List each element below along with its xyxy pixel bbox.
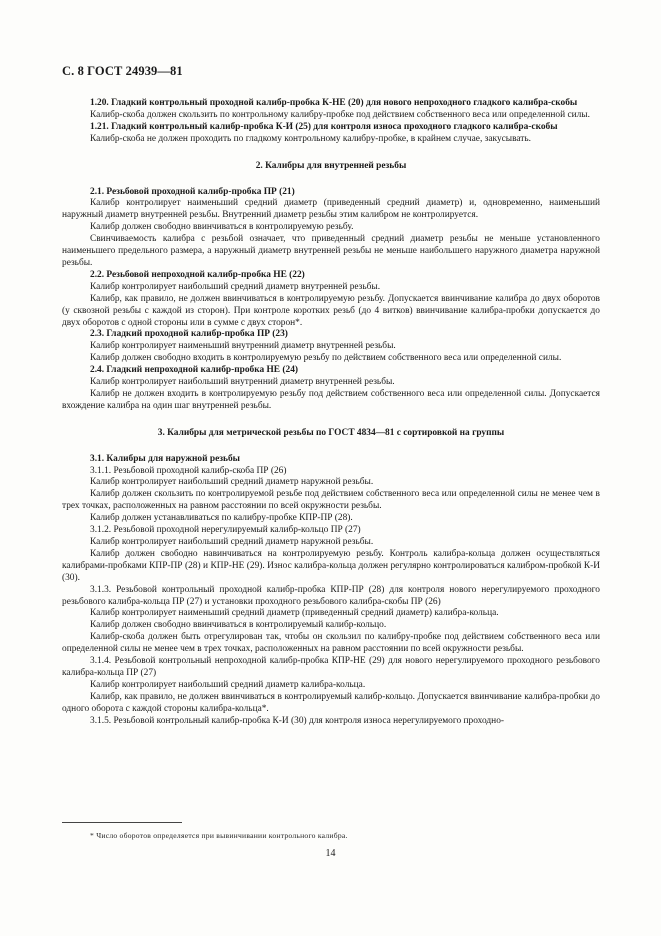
paragraph: Калибр контролирует наименьший средний диаметр (приведенный средний диаметр) калибра-кольца. (90, 608, 499, 619)
paragraph: Свинчиваемость калибра с резьбой означает, что приведенный средний диаметр резьбы не меньше установленного наименьшего предельного размера, а наружный диаметр внутренней резьбы не меньше наибольшего наружного диаметра наружной резьбы. (62, 234, 600, 268)
footnote-rule (62, 822, 182, 823)
paragraph: 3.1.2. Резьбовой проходной нерегулируемый калибр-кольцо ПР (27) (90, 525, 361, 536)
paragraph: Калибр должен свободно навинчиваться на контролируемую резьбу. Контроль калибра-кольца должен осуществляться калибрами-пробками КПР-ПР (28) и КПР-НЕ (29). Износ калибра-кольца должен регулярно контролироваться калибром-пробкой К-И (30). (62, 548, 600, 583)
paragraph: Калибр должен свободно входить в контролируемую резьбу по действием собственного веса или определенной силы. (90, 353, 562, 364)
page-number: 14 (325, 848, 336, 859)
paragraph: Калибр контролирует наибольший средний диаметр калибра-кольца. (90, 679, 366, 690)
paragraph-heading: 2.1. Резьбовой проходной калибр-пробка ПР (21) (90, 186, 295, 197)
paragraph-heading: 1.21. Гладкий контрольный калибр-пробка К-И (25) для контроля износа проходного гладкого калибра-скобы (90, 121, 558, 132)
paragraph: Калибр-скоба должен скользить по контрольному калибру-пробке под действием собственного веса или определенной силы. (90, 109, 590, 120)
paragraph: Калибр должен свободно ввинчиваться в контролируемый калибр-кольцо. (90, 620, 387, 631)
paragraph: 3.1.3. Резьбовой контрольный проходной калибр-пробка КПР-ПР (28) для контроля нового нерегулируемого проходного резьбового калибра-кольца ПР (27) и установки проходного резьбового калибра-скобы ПР (26) (62, 584, 600, 607)
paragraph: Калибр должен свободно ввинчиваться в контролируемую резьбу. (90, 222, 354, 233)
paragraph: 3.1.4. Резьбовой контрольный непроходной калибр-пробка КПР-НЕ (29) для нового нерегулируемого проходного резьбового калибра-кольца ПР (27) (62, 656, 600, 678)
paragraph: 3.1.1. Резьбовой проходной калибр-скоба ПР (26) (90, 465, 287, 476)
footnote: * Число оборотов определяется при вывинчивании контрольного калибра. (90, 831, 348, 840)
paragraph-heading: 2.2. Резьбовой непроходной калибр-пробка НЕ (22) (90, 269, 305, 280)
paragraph: Калибр контролирует наибольший средний диаметр внутренней резьбы. (90, 281, 381, 292)
paragraph: Калибр, как правило, не должен ввинчиваться в контролируемую резьбу. Допускается ввинчивание калибра до двух оборотов (у сквозной резьбы с каждой из сторон). При контроле коротких резьб (до 4 витков) ввинчивание калибра-пробки допускается до двух оборотов с одной стороны или в сумме с двух сторон*. (62, 293, 600, 328)
section-title: 2. Калибры для внутренней резьбы (255, 160, 407, 171)
paragraph: 3.1.5. Резьбовой контрольный калибр-пробка К-И (30) для контроля износа нерегулируемого проходно- (90, 715, 505, 726)
document-body (62, 98, 600, 728)
paragraph: Калибр должен скользить по контролируемой резьбе под действием собственного веса или определенной силы не менее чем в трех точках, расположенных на равном расстоянии по всей окружности резьбы. (62, 489, 600, 512)
paragraph: Калибр, как правило, не должен ввинчиваться в контролируемый калибр-кольцо. Допускается ввинчивание калибра-пробки до одного оборота с каждой стороны калибра-кольца*. (62, 691, 600, 714)
paragraph: Калибр контролирует наибольший внутренний диаметр внутренней резьбы. (90, 377, 395, 388)
paragraph: Калибр должен устанавливаться по калибру-пробке КПР-ПР (28). (90, 513, 353, 524)
page-header: С. 8 ГОСТ 24939—81 (62, 64, 183, 78)
paragraph: Калибр контролирует наименьший внутренний диаметр внутренней резьбы. (90, 341, 396, 352)
paragraph-heading: 3.1. Калибры для наружной резьбы (90, 453, 240, 464)
paragraph: Калибр-скоба должен быть отрегулирован так, чтобы он скользил по калибру-пробке под действием собственного веса или определенной силы не менее чем в трех точках, расположенных на равном расстоянии по всей окружности резьбы. (62, 632, 600, 655)
paragraph: Калибр-скоба не должен проходить по гладкому контрольному калибру-пробке, в крайнем случае, закусывать. (90, 133, 532, 144)
paragraph: Калибр не должен входить в контролируемую резьбу под действием собственного веса или определенной силы. Допускается вхождение калибра на один шаг внутренней резьбы. (62, 388, 600, 411)
paragraph-heading: 2.4. Гладкий непроходной калибр-пробка НЕ (24) (90, 365, 299, 376)
section-title: 3. Калибры для метрической резьбы по ГОСТ 4834—81 с сортировкой на группы (157, 427, 505, 438)
paragraph: Калибр контролирует наибольший средний диаметр наружной резьбы. (90, 477, 374, 488)
paragraph: Калибр контролирует наименьший средний диаметр (приведенный средний диаметр) и, одновременно, наименьший наружный диаметр внутренней резьбы. Внутренний диаметр резьбы этим калибром не контролируется. (62, 198, 600, 221)
paragraph-heading: 1.20. Гладкий контрольный проходной калибр-пробка К-НЕ (20) для нового непроходного гладкого калибра-скобы (90, 98, 578, 108)
paragraph: Калибр контролирует наибольший средний диаметр наружной резьбы. (90, 537, 374, 547)
paragraph-heading: 2.3. Гладкий проходной калибр-пробка ПР (23) (90, 329, 288, 340)
